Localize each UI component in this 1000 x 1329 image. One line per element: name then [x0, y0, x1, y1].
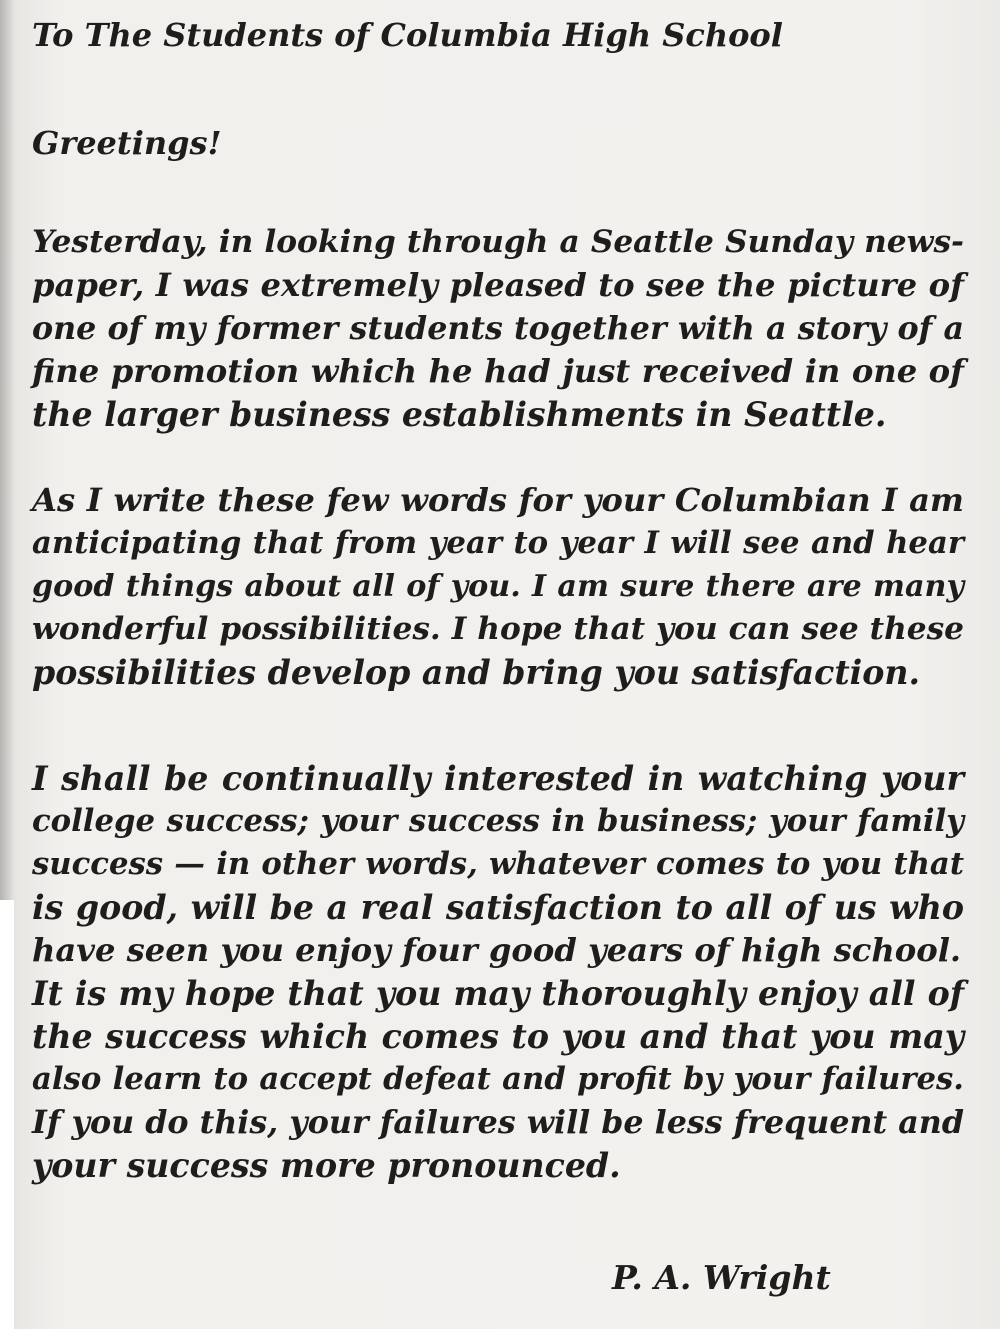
paragraph-line: your success more pronounced. — [32, 1146, 621, 1185]
paragraph-line: is good, will be a real satisfaction to all of us who — [32, 888, 964, 927]
paragraph-line: Yesterday, in looking through a Seattle Sunday news- — [32, 224, 964, 260]
paragraph-line: possibilities develop and bring you satisfaction. — [32, 653, 921, 692]
paragraph-1 — [32, 221, 964, 436]
paragraph-line: paper, I was extremely pleased to see the picture of — [32, 266, 964, 304]
paragraph-line: have seen you enjoy four good years of high school. — [32, 931, 962, 969]
paragraph-line: good things about all of you. I am sure there are many — [32, 569, 964, 604]
paragraph-line: success — in other words, whatever comes to you that — [32, 846, 964, 882]
paragraph-line: anticipating that from year to year I will see and hear — [32, 525, 964, 561]
paragraph-line: one of my former students together with a story of a — [32, 310, 964, 347]
letter-heading: To The Students of Columbia High School — [32, 16, 783, 54]
paragraph-line: It is my hope that you may thoroughly enjoy all of — [32, 974, 964, 1013]
paragraph-line: If you do this, your failures will be less frequent and — [32, 1104, 964, 1141]
paragraph-line: college success; your success in business; your family — [32, 803, 964, 839]
paragraph-line: wonderful possibilities. I hope that you can see these — [32, 611, 964, 647]
paragraph-3 — [32, 757, 964, 1187]
paragraph-line: I shall be continually interested in watching your — [32, 759, 964, 798]
paragraph-line: fine promotion which he had just received in one of — [32, 352, 964, 390]
paragraph-line: As I write these few words for your Columbian I am — [32, 481, 964, 519]
paragraph-line: the larger business establishments in Seattle. — [32, 395, 887, 434]
paragraph-2 — [32, 479, 964, 694]
signature: P. A. Wright — [612, 1258, 831, 1297]
scan-margin-strip — [0, 900, 14, 1329]
letter-greeting: Greetings! — [32, 124, 222, 162]
paragraph-line: also learn to accept defeat and profit by your failures. — [32, 1061, 964, 1097]
paragraph-line: the success which comes to you and that you may — [32, 1017, 964, 1056]
